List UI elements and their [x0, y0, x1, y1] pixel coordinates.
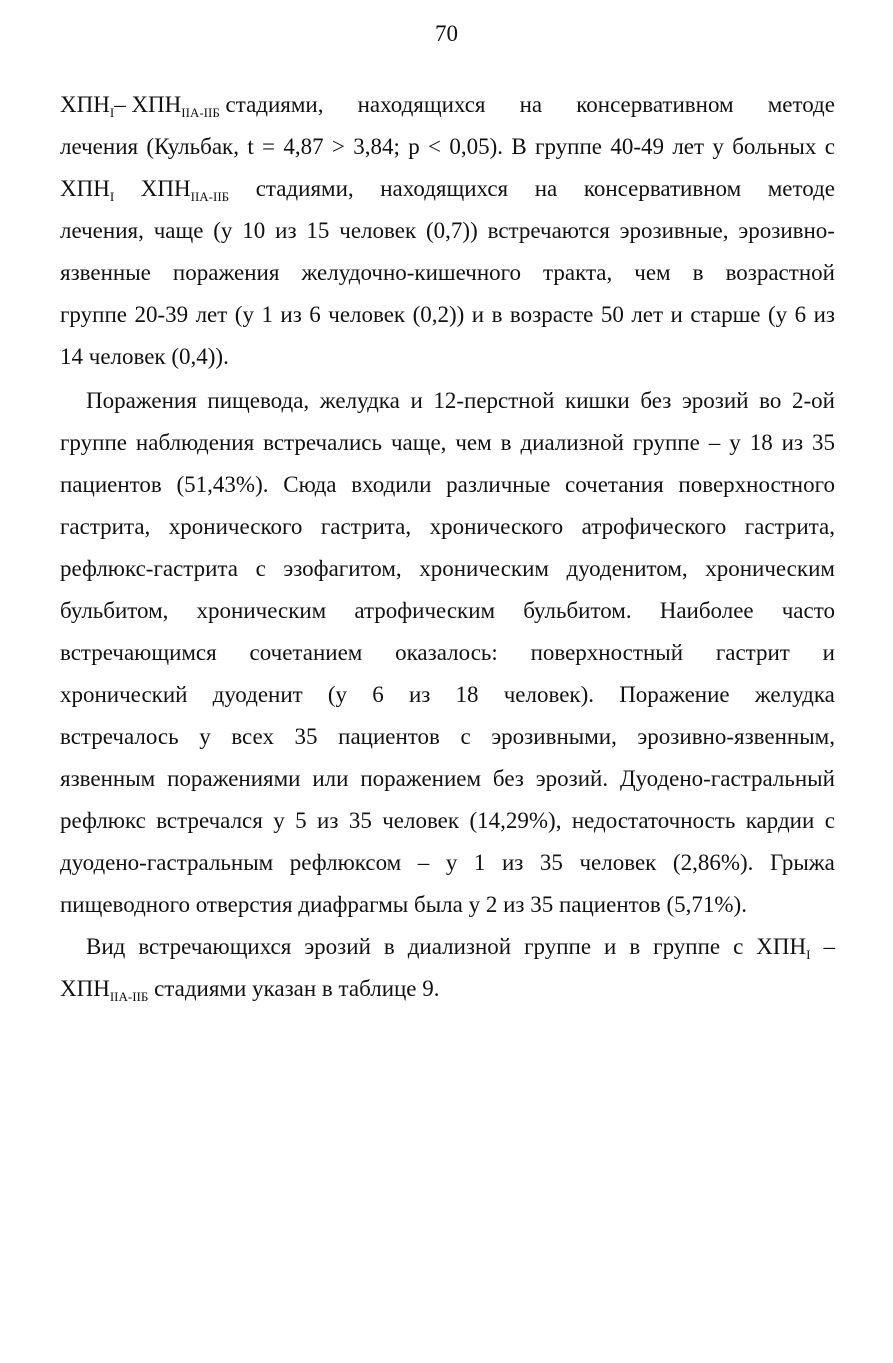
word: бульбитом,: [60, 598, 169, 623]
word: в: [629, 934, 641, 959]
word: желудочно-кишечного: [301, 260, 522, 285]
word: чем: [634, 260, 671, 285]
word: человек: [382, 808, 460, 833]
word: Вид: [86, 934, 126, 959]
word: Поражения: [86, 388, 197, 413]
word: из: [317, 808, 339, 833]
text-line: [60, 805, 835, 837]
word: эрозивные,: [619, 218, 729, 243]
word: пациентов: [60, 472, 162, 497]
word: 1: [473, 850, 486, 875]
word: группе: [535, 134, 602, 159]
word: (14,29%),: [469, 808, 562, 833]
word: в: [383, 934, 395, 959]
word: 10: [242, 218, 266, 243]
word: стадиями,: [219, 92, 324, 117]
word: встречаются: [487, 218, 610, 243]
word: (0,7)): [426, 218, 478, 243]
word: в: [500, 430, 512, 455]
word: и: [604, 934, 617, 959]
word: бульбитом.: [523, 598, 632, 623]
word: методе: [767, 176, 835, 201]
word: и: [410, 388, 423, 413]
word: – ХПН: [114, 92, 182, 117]
word: хронического: [429, 514, 564, 539]
word: с: [824, 134, 835, 159]
subscript: I: [109, 189, 115, 204]
word: хроническим: [705, 556, 835, 581]
word: дуоденит: [212, 682, 303, 707]
word: из: [813, 302, 835, 327]
word: пациентов: [338, 724, 440, 749]
word: у: [712, 134, 724, 159]
word: у: [273, 808, 285, 833]
word: с: [460, 724, 471, 749]
word: ХПН: [60, 976, 110, 1001]
word: встречались: [263, 430, 382, 455]
word: –: [417, 850, 430, 875]
word: атрофическим: [354, 598, 496, 623]
word: эрозивно-язвенным,: [637, 724, 835, 749]
word: 18: [455, 682, 479, 707]
word: язвенным: [60, 766, 156, 791]
word: ХПН: [756, 934, 807, 959]
word: больных: [732, 134, 817, 159]
word: и: [471, 302, 485, 327]
word: консервативном: [576, 92, 734, 117]
word: возрасте: [509, 302, 594, 327]
word: или: [312, 766, 349, 791]
word: сочетания: [565, 472, 664, 497]
word: хронический: [60, 682, 188, 707]
word: эрозий.: [535, 766, 609, 791]
word: гастрит: [715, 640, 790, 665]
word: 35: [348, 808, 372, 833]
word: 4,87: [283, 134, 324, 159]
word: кардии: [745, 808, 815, 833]
word: всех: [231, 724, 274, 749]
word: наблюдения: [135, 430, 255, 455]
word: у: [199, 724, 211, 749]
word: диализной: [520, 430, 624, 455]
subscript: IIА-IIБ: [181, 105, 220, 120]
word: с: [733, 934, 744, 959]
word: различные: [446, 472, 551, 497]
word: сочетанием: [249, 640, 363, 665]
word: находящихся: [380, 176, 509, 201]
text-line: [60, 215, 835, 247]
subscript: IIА-IIБ: [109, 989, 149, 1004]
word: 35: [294, 724, 318, 749]
word: 50: [600, 302, 624, 327]
word: (2,86%).: [672, 850, 754, 875]
word: в: [692, 260, 704, 285]
word: человек: [328, 302, 406, 327]
word: 6: [309, 302, 321, 327]
word: (51,43%).: [176, 472, 269, 497]
word: группе: [524, 934, 592, 959]
word: человек: [339, 218, 417, 243]
word: часто: [781, 598, 835, 623]
word: (у: [767, 302, 788, 327]
text-line: [60, 595, 835, 627]
word: 2-ой: [791, 388, 835, 413]
text-line: [60, 847, 835, 879]
word: в: [491, 302, 503, 327]
word: ХПН: [140, 176, 191, 201]
word: у: [445, 850, 458, 875]
word: поражения: [172, 260, 280, 285]
word: атрофического: [581, 514, 727, 539]
word: (Кульбак,: [146, 134, 239, 159]
word: эрозий: [681, 388, 749, 413]
word: t: [247, 134, 254, 159]
word: (у: [234, 302, 254, 327]
word: чем: [455, 430, 492, 455]
word: лечения: [60, 134, 139, 159]
word: с: [824, 808, 835, 833]
text-line: [60, 889, 835, 921]
word: человек).: [503, 682, 594, 707]
word: без: [640, 388, 672, 413]
word: без: [492, 766, 524, 791]
word: на: [534, 176, 558, 201]
word: поверхностный: [530, 640, 684, 665]
word: В: [511, 134, 527, 159]
word: рефлюкс: [60, 808, 146, 833]
word: (у: [213, 218, 233, 243]
word: >: [331, 134, 345, 159]
word: эрозивными,: [491, 724, 617, 749]
word: оказалось:: [395, 640, 498, 665]
text-line: [60, 89, 835, 121]
word: ХПН: [60, 176, 110, 201]
word: желудка: [754, 682, 835, 707]
word: эрозивно-: [738, 218, 835, 243]
word: желудка: [319, 388, 400, 413]
word: 12-перстной: [433, 388, 555, 413]
word: во: [759, 388, 782, 413]
word: =: [262, 134, 276, 159]
text-line: [60, 299, 835, 331]
word: Дуодено-гастральный: [619, 766, 835, 791]
word: пищеводного отверстия диафрагмы была у 2 из 35 пациентов (5,71%).: [60, 892, 747, 917]
subscript: IIА-IIБ: [190, 189, 230, 204]
word: пищевода,: [207, 388, 310, 413]
word: возрастной: [725, 260, 835, 285]
word: поражением: [360, 766, 482, 791]
word: группе: [653, 934, 721, 959]
word: Грыжа: [769, 850, 835, 875]
word: 20-39: [134, 302, 189, 327]
subscript: I: [806, 947, 811, 962]
word: язвенные: [60, 260, 151, 285]
word: на: [519, 92, 543, 117]
word: 5: [295, 808, 307, 833]
text-line: [60, 679, 835, 711]
word: гастрита,: [744, 514, 835, 539]
page-number: 70: [435, 21, 458, 46]
word: лечения,: [60, 218, 144, 243]
text-line: [60, 553, 835, 585]
word: встречался: [156, 808, 263, 833]
word: Наиболее: [659, 598, 754, 623]
word: человек: [579, 850, 657, 875]
word: 35: [539, 850, 563, 875]
text-line: [60, 763, 835, 795]
word: встречающихся: [138, 934, 292, 959]
text-line: [60, 385, 835, 417]
word: старше: [690, 302, 761, 327]
word: с: [255, 556, 266, 581]
word: встречающимся: [60, 640, 217, 665]
word: 6: [794, 302, 807, 327]
word: стадиями,: [255, 176, 354, 201]
word: гастрита,: [320, 514, 412, 539]
word: встречалось: [60, 724, 179, 749]
word: из: [781, 430, 804, 455]
word: из: [280, 302, 302, 327]
text-line: [60, 469, 835, 501]
word: 18: [749, 430, 773, 455]
word: –: [708, 430, 721, 455]
word: ХПН: [60, 92, 110, 117]
word: группе: [632, 430, 700, 455]
word: тракта,: [543, 260, 613, 285]
word: дуоденитом,: [566, 556, 688, 581]
word: эзофагитом,: [283, 556, 402, 581]
word: 35: [812, 430, 835, 455]
word: хроническим: [419, 556, 549, 581]
word: стадиями указан в таблице 9.: [148, 976, 440, 1001]
word: 6: [372, 682, 384, 707]
word: гастрита,: [60, 514, 151, 539]
word: лет: [672, 134, 705, 159]
word: p: [408, 134, 420, 159]
word: –: [823, 934, 835, 959]
word: группе: [60, 302, 127, 327]
word: методе: [767, 92, 835, 117]
word: чаще: [153, 218, 204, 243]
word: 1: [261, 302, 273, 327]
word: консервативном: [583, 176, 742, 201]
word: из: [275, 218, 297, 243]
word: дуодено-гастральным: [60, 850, 274, 875]
word: 0,05).: [449, 134, 504, 159]
word: и: [670, 302, 683, 327]
word: хронического: [168, 514, 303, 539]
text-line: [60, 173, 835, 205]
word: 14 человек (0,4)).: [60, 344, 229, 369]
word: (0,2)): [412, 302, 465, 327]
word: находящихся: [357, 92, 486, 117]
word: диализной: [407, 934, 512, 959]
word: Поражение: [619, 682, 730, 707]
word: лет: [195, 302, 228, 327]
word: входили: [351, 472, 432, 497]
text-line: [60, 257, 835, 289]
word: <: [428, 134, 442, 159]
text-line: [60, 341, 835, 373]
word: из: [408, 682, 431, 707]
text-line: [60, 637, 835, 669]
word: 40-49: [610, 134, 664, 159]
word: поверхностного: [678, 472, 835, 497]
word: Сюда: [283, 472, 337, 497]
word: чаще,: [390, 430, 447, 455]
word: эрозий: [304, 934, 371, 959]
word: 15: [306, 218, 330, 243]
word: (у: [327, 682, 348, 707]
word: рефлюксом: [289, 850, 402, 875]
word: у: [729, 430, 741, 455]
word: из: [501, 850, 524, 875]
word: недостаточность: [571, 808, 736, 833]
text-line: [60, 427, 835, 459]
word: группе: [60, 430, 127, 455]
word: поражениями: [167, 766, 301, 791]
text-line: [60, 721, 835, 753]
subscript: I: [109, 105, 115, 120]
word: хроническим: [196, 598, 327, 623]
word: 3,84;: [353, 134, 400, 159]
word: и: [822, 640, 835, 665]
text-line: [60, 931, 835, 963]
text-line: [60, 973, 835, 1005]
word: лет: [631, 302, 664, 327]
word: кишки: [565, 388, 630, 413]
word: рефлюкс-гастрита: [60, 556, 238, 581]
text-line: [60, 511, 835, 543]
text-line: [60, 131, 835, 163]
